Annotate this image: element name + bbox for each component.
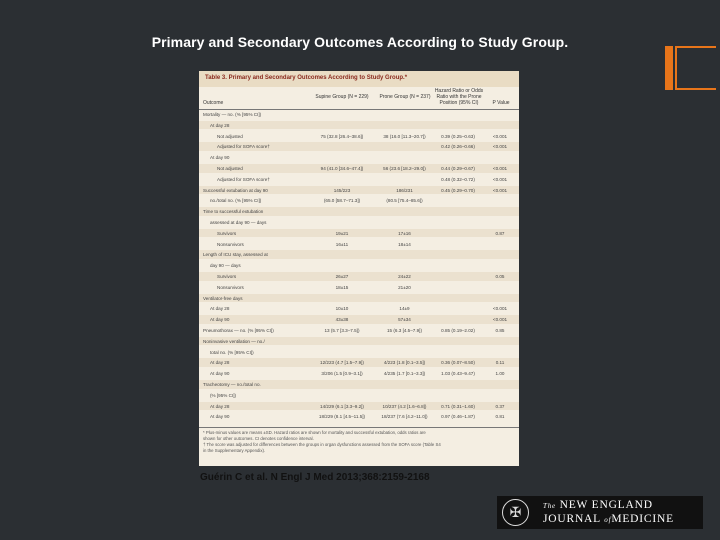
table-caption: Table 3. Primary and Secondary Outcomes According to Study Group.* [205, 75, 408, 81]
cell-prone: 38 (16.0 [11.3–20.7]) [383, 133, 426, 139]
table-row [199, 261, 519, 270]
cell-hazard: 0.48 (0.32–0.72) [441, 176, 475, 182]
table-row [199, 380, 519, 389]
cell-outcome: Successful extubation at day 90 [203, 187, 268, 193]
cell-pvalue: <0.001 [492, 133, 508, 139]
table-row [199, 196, 519, 205]
cell-outcome: Survivors [217, 230, 237, 236]
cell-pvalue: 0.85 [495, 328, 505, 333]
cell-outcome: Mortality — no. (% [95% CI]) [203, 112, 262, 117]
cell-hazard: 0.36 (0.07–8.50) [441, 360, 475, 366]
cell-pvalue: <0.001 [492, 166, 508, 171]
cell-supine: 14/229 (6.1 [3.3–9.2]) [320, 403, 364, 409]
cell-outcome: At day 90 [210, 414, 230, 420]
cell-hazard: 0.85 (0.19–2.02) [441, 328, 475, 333]
cell-prone: 21±20 [398, 284, 411, 290]
cell-prone: 14±9 [399, 306, 410, 312]
logo-line-1: The NEW ENGLAND [543, 499, 653, 511]
table-row [199, 207, 519, 216]
col-header-supine: Supine Group (N = 229) [315, 94, 369, 100]
table-row [199, 153, 519, 162]
cell-supine: 3/206 (1.5 [0.9–3.1]) [321, 371, 363, 377]
footnote-line: † The score was adjusted for differences between the groups in organ dysfunctions assessed from the SOFA score (Table S4 [203, 442, 441, 447]
cell-prone: 15 (6.3 [4.5–7.9]) [387, 328, 422, 333]
cell-outcome: Time to successful extubation [203, 209, 264, 215]
cell-pvalue: 0.11 [495, 360, 505, 366]
cell-supine: 26±27 [335, 274, 349, 279]
cell-supine: 13 (5.7 [3.3–7.5]) [324, 328, 360, 333]
col-header-hazard: Hazard Ratio or Odds Ratio with the Prone Position (95% CI) [434, 88, 484, 106]
cell-supine: 19±21 [335, 230, 349, 236]
table-row [199, 142, 519, 151]
table-row [199, 304, 519, 313]
nejm-logo [497, 496, 703, 529]
cell-hazard: 0.71 (0.31–1.60) [441, 403, 475, 409]
table-row [199, 337, 519, 346]
cell-supine: 10±10 [335, 306, 349, 312]
cell-outcome: Length of ICU stay, assessed at [203, 252, 268, 258]
col-header-prone: Prone Group (N = 237) [379, 94, 431, 100]
table-footnotes [199, 427, 519, 466]
table-row [199, 175, 519, 184]
table-row [199, 121, 519, 130]
cell-pvalue: <0.001 [492, 144, 508, 150]
cell-pvalue: 0.87 [495, 230, 505, 236]
table-row [199, 412, 519, 421]
table-row [199, 294, 519, 303]
outcomes-table [199, 71, 519, 466]
table-row [199, 110, 519, 119]
col-header-outcome: Outcome [203, 100, 224, 106]
table-row [199, 348, 519, 357]
cell-hazard: 0.42 (0.26–0.66) [441, 144, 475, 150]
cell-outcome: (% [95% CI]) [210, 392, 237, 398]
cell-outcome: Noninvasive ventilation — no./ [203, 338, 265, 344]
cell-supine: 16±11 [335, 241, 349, 247]
table-row [199, 283, 519, 292]
table-row [199, 229, 519, 238]
table-row [199, 164, 519, 173]
table-row [199, 186, 519, 195]
table-row [199, 369, 519, 378]
cell-outcome: Not adjusted [217, 166, 243, 171]
cell-outcome: Ventilator-free days [203, 295, 243, 301]
footnote-line: in the Supplementary Appendix). [203, 448, 266, 453]
cell-outcome: assessed at day 90 — days [210, 220, 267, 225]
cell-supine: 18/229 (8.1 [4.5–11.5]) [318, 414, 366, 420]
table-row [199, 218, 519, 227]
cell-outcome: Survivors [217, 274, 237, 279]
footnote-line: * Plus-minus values are means ±SD. Hazard ratios are shown for mortality and successful extubation, odds ratios are [203, 430, 426, 435]
cell-outcome: At day 90 [210, 317, 230, 323]
table-row [199, 132, 519, 141]
cell-prone: (80.5 [75.4–85.6]) [386, 198, 423, 204]
cell-outcome: Nonsurvivors [217, 241, 244, 247]
table-row [199, 240, 519, 249]
cell-outcome: Nonsurvivors [217, 284, 244, 290]
cell-supine: 12/223 (4.7 [1.5–7.9]) [320, 360, 364, 366]
cell-outcome: no./total no. (% [95% CI]) [210, 198, 262, 204]
cell-outcome: total no. (% [95% CI]) [210, 349, 254, 355]
col-header-pvalue: P Value [492, 100, 510, 106]
table-row [199, 326, 519, 335]
cell-prone: 56 (23.6 [18.2–29.0]) [383, 166, 426, 171]
cell-pvalue: <0.001 [492, 187, 508, 193]
cell-outcome: Adjusted for SOFA score† [217, 176, 270, 182]
cell-outcome: Not adjusted [217, 133, 243, 139]
cell-outcome: day 90 — days [210, 263, 241, 269]
cell-prone: 17±16 [398, 230, 411, 236]
cell-supine: 18±15 [335, 284, 349, 290]
logo-line-2: JOURNAL ofMEDICINE [543, 513, 674, 525]
accent-frame [675, 46, 716, 90]
cell-prone: 186/231 [396, 187, 413, 193]
cell-pvalue: 0.37 [495, 403, 505, 409]
cell-prone: 4/235 (1.7 [0.1–3.3]) [383, 371, 426, 377]
cell-hazard: 0.44 (0.29–0.67) [441, 166, 475, 171]
cell-pvalue: 0.81 [495, 414, 505, 420]
cell-pvalue: <0.001 [492, 317, 508, 323]
cell-outcome: At day 28 [210, 122, 230, 128]
cell-hazard: 1.03 (0.43–9.47) [441, 371, 475, 377]
cell-outcome: At day 28 [210, 360, 230, 366]
cell-outcome: Adjusted for SOFA score† [217, 144, 270, 150]
cell-outcome: At day 28 [210, 306, 230, 312]
table-caption-bar [199, 71, 519, 87]
cell-supine: 43±38 [335, 317, 349, 323]
table-row [199, 391, 519, 400]
cell-pvalue: 0.05 [495, 274, 505, 279]
cell-hazard: 0.39 (0.25–0.63) [441, 133, 475, 139]
cell-supine: 75 (32.8 [26.4–38.6]) [320, 133, 364, 139]
cell-supine: 94 (41.0 [34.6–47.4]) [320, 166, 364, 171]
table-row [199, 315, 519, 324]
cell-outcome: At day 28 [210, 403, 230, 409]
cell-supine: 145/223 [333, 187, 351, 193]
seal-icon: ✠ [502, 499, 529, 526]
cell-prone: 57±34 [398, 317, 411, 323]
cell-pvalue: <0.001 [492, 176, 508, 182]
accent-bar [665, 46, 673, 90]
cell-prone: 4/223 (1.8 [0.1–3.5]) [383, 360, 426, 366]
table-row [199, 272, 519, 281]
cell-prone: 24±22 [398, 274, 411, 279]
citation: Guérin C et al. N Engl J Med 2013;368:2159-2168 [200, 472, 430, 483]
cell-pvalue: <0.001 [492, 306, 508, 312]
slide-title: Primary and Secondary Outcomes According to Study Group. [151, 34, 569, 50]
table-row [199, 358, 519, 367]
cell-prone: 18±14 [398, 241, 411, 247]
cell-outcome: Pneumothorax — no. (% [95% CI]) [203, 328, 274, 333]
table-row [199, 402, 519, 411]
table-row [199, 250, 519, 259]
table-column-headers [199, 87, 519, 110]
cell-hazard: 0.97 (0.46–1.87) [441, 414, 475, 420]
cell-pvalue: 1.00 [495, 371, 505, 377]
cell-supine: (65.0 [58.7–71.3]) [323, 198, 361, 204]
cell-outcome: Tracheotomy — no./total no. [203, 382, 261, 387]
cell-outcome: At day 90 [210, 371, 230, 377]
footnote-line: shown for other outcomes. CI denotes confidence interval. [203, 436, 314, 441]
cell-prone: 10/237 (4.2 [1.6–6.8]) [382, 403, 427, 409]
cell-outcome: At day 90 [210, 155, 230, 161]
cell-prone: 18/237 (7.6 [4.2–11.0]) [381, 414, 428, 420]
cell-hazard: 0.45 (0.29–0.70) [441, 187, 475, 193]
